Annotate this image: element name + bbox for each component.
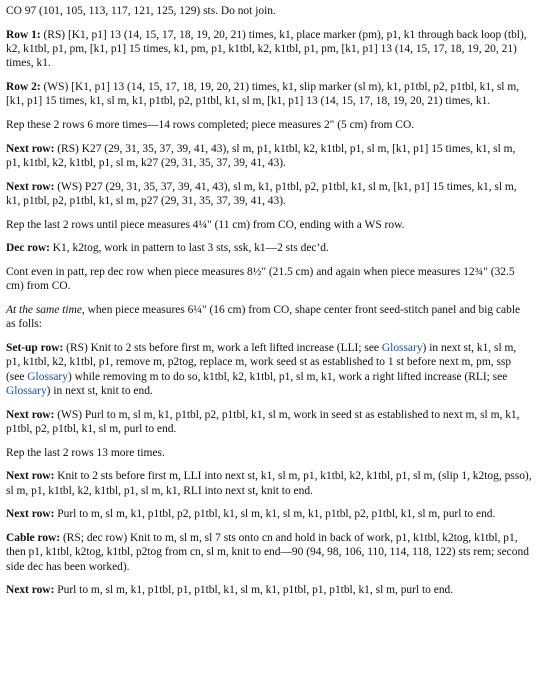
- row-label: Next row:: [6, 508, 55, 521]
- body-text: , when piece measures 6¼" (16 cm) from CO, shape center front seed-stitch panel and big cable as folls:: [6, 303, 521, 331]
- instruction-paragraph: [6, 80, 532, 109]
- body-text: Rep the last 2 rows until piece measures 4¼" (11 cm) from CO, ending with a WS row.: [6, 218, 405, 231]
- instruction-paragraph: [6, 4, 532, 18]
- body-text: (RS) Knit to 2 sts before first m, work a left lifted increase (LLI; see: [63, 341, 382, 354]
- row-label: Next row:: [6, 180, 55, 193]
- body-text: (RS) K27 (29, 31, 35, 37, 39, 41, 43), sl m, p1, k1tbl, k2, k1tbl, p1, sl m, [k1, p1] 15 times, k1, sl m, p1, k1tbl, k2, k1tbl, p1, sl m, k27 (29, 31, 35, 37, 39, 41, 43).: [6, 142, 516, 169]
- body-text: (WS) [K1, p1] 13 (14, 15, 17, 18, 19, 20, 21) times, k1, slip marker (sl m), k1, p1tbl, p2, p1tbl, k1, sl m, [k1, p1] 15 times, k1, sl m, k1, p1tbl, p2, p1tbl, k1, sl m, [k1, p1] 13 (14, 15, 17, 18, 19, 20, 21) times, k1.: [6, 81, 520, 108]
- body-text: Purl to m, sl m, k1, p1tbl, p1, p1tbl, k1, sl m, k1, p1tbl, p1, p1tbl, k1, sl m, purl to end.: [54, 584, 454, 597]
- body-text: Rep these 2 rows 6 more times—14 rows completed; piece measures 2" (5 cm) from CO.: [6, 119, 415, 131]
- instruction-paragraph: [6, 469, 532, 498]
- instruction-paragraph: [6, 218, 532, 232]
- body-text: Rep the last 2 rows 13 more times.: [6, 446, 165, 459]
- row-label: Set-up row:: [6, 341, 64, 354]
- emphasis-text: At the same time: [6, 303, 82, 316]
- body-text: Cont even in patt, rep dec row when piece measures 8½" (21.5 cm) and again when piece measures 12¾" (32.5 cm) from CO.: [6, 265, 515, 293]
- body-text: ) in next st, knit to end.: [46, 385, 153, 397]
- body-text: CO 97 (101, 105, 113, 117, 121, 125, 129) sts. Do not join.: [6, 5, 276, 17]
- instruction-paragraph: [6, 531, 532, 574]
- instruction-paragraph: [6, 118, 532, 132]
- instruction-paragraph: [6, 446, 532, 460]
- row-label: Next row:: [6, 584, 55, 597]
- instruction-paragraph: [6, 583, 532, 597]
- row-label: Next row:: [6, 470, 55, 483]
- glossary-link[interactable]: Glossary: [27, 370, 68, 383]
- body-text: (WS) P27 (29, 31, 35, 37, 39, 41, 43), sl m, k1, p1tbl, p2, p1tbl, k1, sl m, [k1, p1] 15 times, k1, sl m, k1, p1tbl, p2, p1tbl, k1, sl m, p27 (29, 31, 35, 37, 39, 41, 43).: [6, 180, 517, 207]
- row-label: Next row:: [6, 408, 55, 421]
- body-text: Purl to m, sl m, k1, p1tbl, p2, p1tbl, k1, sl m, k1, sl m, k1, p1tbl, p2, p1tbl, k1, sl m, purl to end.: [54, 508, 496, 521]
- instruction-paragraph: [6, 241, 532, 255]
- instruction-paragraph: [6, 142, 532, 171]
- body-text: (RS; dec row) Knit to m, sl m, sl 7 sts onto cn and hold in back of work, p1, k1tbl, k2tog, k1tbl, p1, then p1, k1tbl, k2tog, k1tbl, p2tog from cn, sl m, knit to end—90 (94, 98, 106, 110, 114, 118, 122) sts rem; second side dec has been worked).: [6, 531, 529, 573]
- body-text: (WS) Purl to m, sl m, k1, p1tbl, p2, p1tbl, k1, sl m, work in seed st as established to next m, sl m, k1, p1tbl, p2, p1tbl, k1, sl m, purl to end.: [6, 408, 520, 435]
- body-text: ) while removing m to do so, k1tbl, k2, k1tbl, p1, sl m, k1, work a right lifted increase (RLI; see: [67, 370, 508, 383]
- instruction-paragraph: [6, 28, 532, 71]
- row-label: Cable row:: [6, 531, 61, 544]
- body-text: (RS) [K1, p1] 13 (14, 15, 17, 18, 19, 20, 21) times, k1, place marker (pm), p1, k1 through back loop (tbl), k2, k1tbl, p1, pm, [k1, p1] 15 times, k1, pm, p1, k1tbl, k2, k1tbl, p1, pm, [k1, p1] 13 (14, 15, 17, 18, 19, 20, 21) times, k1.: [6, 28, 527, 70]
- row-label: Row 1:: [6, 28, 41, 41]
- body-text: Knit to 2 sts before first m, LLI into next st, k1, sl m, p1, k1tbl, k2, k1tbl, p1, sl m, (slip 1, k2tog, psso), sl m, p1, k1tbl, k2, k1tbl, p1, sl m, k1, RLI into next st, knit to end.: [6, 470, 532, 497]
- row-label: Next row:: [6, 142, 55, 155]
- instruction-paragraph: [6, 507, 532, 521]
- row-label: Row 2:: [6, 81, 41, 93]
- body-text: ) in next st, k1, sl m, p1, k1tbl, k2, k1tbl, p1, remove m, p2tog, replace m, work seed st as established to 1 st before next m, pm, ssp (see: [6, 341, 517, 383]
- body-text: K1, k2tog, work in pattern to last 3 sts, ssk, k1—2 sts dec’d.: [49, 242, 329, 255]
- instruction-paragraph: [6, 265, 532, 294]
- instruction-paragraph: [6, 303, 532, 332]
- glossary-link[interactable]: Glossary: [6, 385, 47, 397]
- row-label: Dec row:: [6, 242, 50, 255]
- instruction-paragraph: [6, 180, 532, 209]
- instruction-paragraph: [6, 408, 532, 437]
- glossary-link[interactable]: Glossary: [381, 341, 423, 354]
- instruction-paragraph: [6, 341, 532, 399]
